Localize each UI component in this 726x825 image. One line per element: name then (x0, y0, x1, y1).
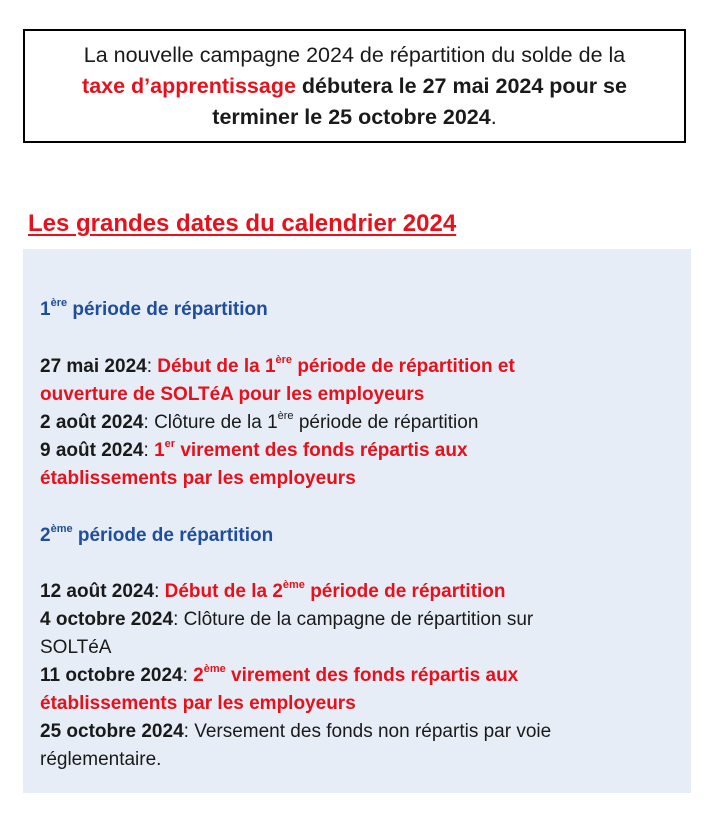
period-2-label: période de répartition (72, 525, 274, 546)
event-row (40, 606, 533, 634)
announcement-line-1 (84, 40, 625, 71)
event-row-continuation (40, 690, 356, 718)
period-2-number: 2 (40, 525, 51, 546)
period-1-heading (40, 296, 268, 324)
event-row (40, 662, 518, 690)
event-row-continuation (40, 634, 111, 662)
calendar-panel (23, 249, 691, 793)
event-description: 1 (154, 440, 165, 461)
event-date: 9 août 2024 (40, 440, 144, 461)
event-description-cont: période de répartition et (292, 356, 515, 377)
event-date: 4 octobre 2024 (40, 609, 174, 630)
event-separator: : (146, 356, 158, 377)
tax-name-highlight: taxe d’apprentissage (82, 73, 296, 98)
announcement-line-2 (82, 71, 627, 102)
event-description-cont: virement des fonds répartis aux (175, 440, 468, 461)
period-2-heading (40, 522, 273, 550)
event-description-cont: virement des fonds répartis aux (225, 665, 519, 686)
event-ordinal-suffix: ème (203, 662, 226, 675)
event-separator: : (183, 721, 195, 742)
announcement-text: La nouvelle campagne 2024 de répartition du solde de la (83, 42, 626, 67)
event-description-wrap: ouverture de SOLTéA pour les employeurs (40, 384, 425, 405)
event-description: Clôture de la 1 (154, 412, 278, 433)
event-row-continuation (40, 465, 356, 493)
section-title: Les grandes dates du calendrier 2024 (28, 210, 457, 237)
event-row-continuation (40, 746, 161, 774)
event-separator: : (154, 581, 165, 602)
event-description-wrap: établissements par les employeurs (40, 468, 356, 489)
event-ordinal-suffix: er (164, 437, 176, 450)
event-separator: : (143, 412, 155, 433)
event-description-cont: période de répartition (304, 581, 506, 602)
announcement-period: . (490, 104, 497, 129)
event-ordinal-suffix: ème (282, 578, 305, 591)
event-description: Clôture de la campagne de répartition sur (183, 609, 534, 630)
event-description: Début de la 2 (164, 581, 283, 602)
event-date: 2 août 2024 (40, 412, 144, 433)
event-description-wrap: réglementaire. (40, 749, 162, 770)
event-description-wrap: SOLTéA (40, 637, 112, 658)
event-ordinal-suffix: ère (277, 409, 294, 422)
event-row-continuation (40, 381, 424, 409)
event-row (40, 437, 468, 465)
period-1-number: 1 (40, 299, 51, 320)
event-description: 2 (193, 665, 204, 686)
event-date: 25 octobre 2024 (40, 721, 184, 742)
event-row (40, 718, 551, 746)
announcement-start-date: débutera le 27 mai 2024 pour se (295, 73, 627, 98)
event-ordinal-suffix: ère (275, 353, 293, 366)
period-1-label: période de répartition (67, 299, 268, 320)
event-separator: : (173, 609, 184, 630)
announcement-end-date: terminer le 25 octobre 2024 (212, 104, 491, 129)
event-date: 12 août 2024 (40, 581, 155, 602)
period-2-suffix: ème (50, 522, 73, 535)
event-date: 27 mai 2024 (40, 356, 147, 377)
event-row (40, 353, 515, 381)
event-description: Versement des fonds non répartis par voie (194, 721, 552, 742)
event-row (40, 409, 478, 437)
event-row (40, 578, 506, 606)
event-description: Début de la 1 (157, 356, 276, 377)
event-separator: : (143, 440, 155, 461)
announcement-line-3 (212, 102, 496, 133)
period-1-suffix: ère (50, 296, 68, 309)
announcement-box (23, 29, 686, 143)
event-date: 11 octobre 2024 (40, 665, 183, 686)
event-description-cont: période de répartition (293, 412, 479, 433)
event-separator: : (182, 665, 194, 686)
event-description-wrap: établissements par les employeurs (40, 693, 356, 714)
